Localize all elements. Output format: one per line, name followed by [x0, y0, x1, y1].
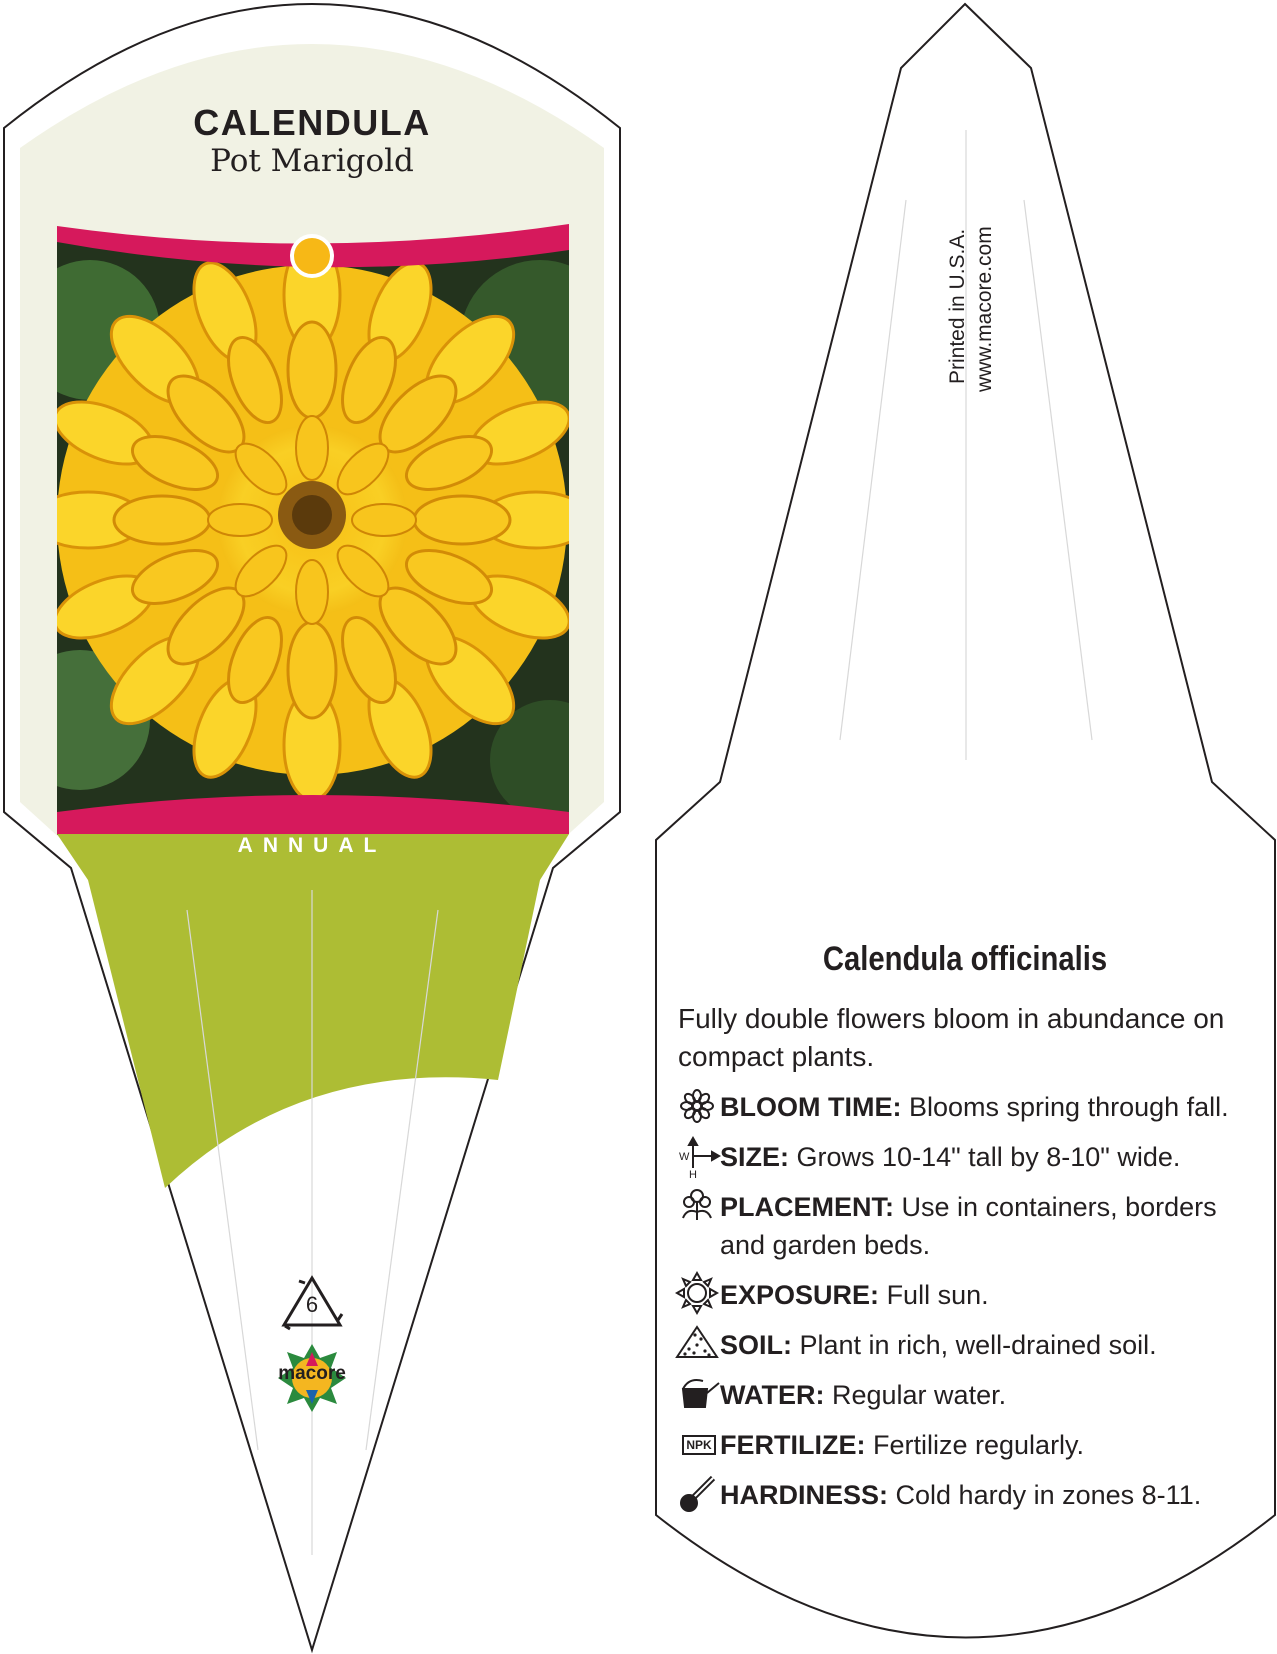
flower-bloom [33, 240, 591, 800]
care-row-exposure [678, 1276, 1248, 1314]
care-row-fertilize [678, 1426, 1248, 1464]
plant-common-title: CALENDULA [193, 102, 431, 143]
svg-text:W: W [679, 1151, 690, 1163]
care-text: Cold hardy in zones 8-11. [895, 1480, 1202, 1510]
care-text: Blooms spring through fall. [909, 1092, 1229, 1122]
care-label: PLACEMENT: [720, 1192, 894, 1222]
care-text: Plant in rich, well-drained soil. [799, 1330, 1157, 1360]
brand-name: macore [278, 1363, 346, 1384]
care-row-hardiness [678, 1476, 1248, 1514]
plant-subtitle: Pot Marigold [210, 143, 414, 179]
care-text: Fertilize regularly. [873, 1430, 1085, 1460]
recycle-number: 6 [305, 1292, 319, 1317]
flower-photo [10, 220, 620, 840]
care-label: FERTILIZE: [720, 1430, 866, 1460]
scientific-name: Calendula officinalis [822, 940, 1108, 978]
plant-category: ANNUAL [237, 834, 387, 857]
care-row-placement [678, 1188, 1248, 1264]
care-text: Regular water. [832, 1380, 1007, 1410]
care-label: WATER: [720, 1380, 825, 1410]
care-text: Grows 10-14" tall by 8-10" wide. [796, 1142, 1181, 1172]
printed-in-credit: Printed in U.S.A. [946, 228, 969, 384]
care-row-bloom-time [678, 1088, 1248, 1126]
care-label: SOIL: [720, 1330, 792, 1360]
care-label: SIZE: [720, 1142, 790, 1172]
care-label: BLOOM TIME: [720, 1092, 902, 1122]
svg-text:H: H [689, 1169, 697, 1181]
care-row-water [678, 1376, 1248, 1414]
care-row-size [678, 1138, 1248, 1176]
npk-icon: NPK [682, 1435, 715, 1455]
care-label: EXPOSURE: [720, 1280, 880, 1310]
color-dot [292, 236, 332, 276]
care-list [678, 1088, 1248, 1526]
care-text: Full sun. [886, 1280, 989, 1310]
care-text: Use in containers, borders and garden beds. [720, 1192, 1217, 1260]
care-label: HARDINESS: [720, 1480, 889, 1510]
care-row-soil [678, 1326, 1248, 1364]
website-credit: www.macore.com [973, 226, 996, 392]
plant-description: Fully double flowers bloom in abundance on compact plants. [678, 1003, 1225, 1072]
